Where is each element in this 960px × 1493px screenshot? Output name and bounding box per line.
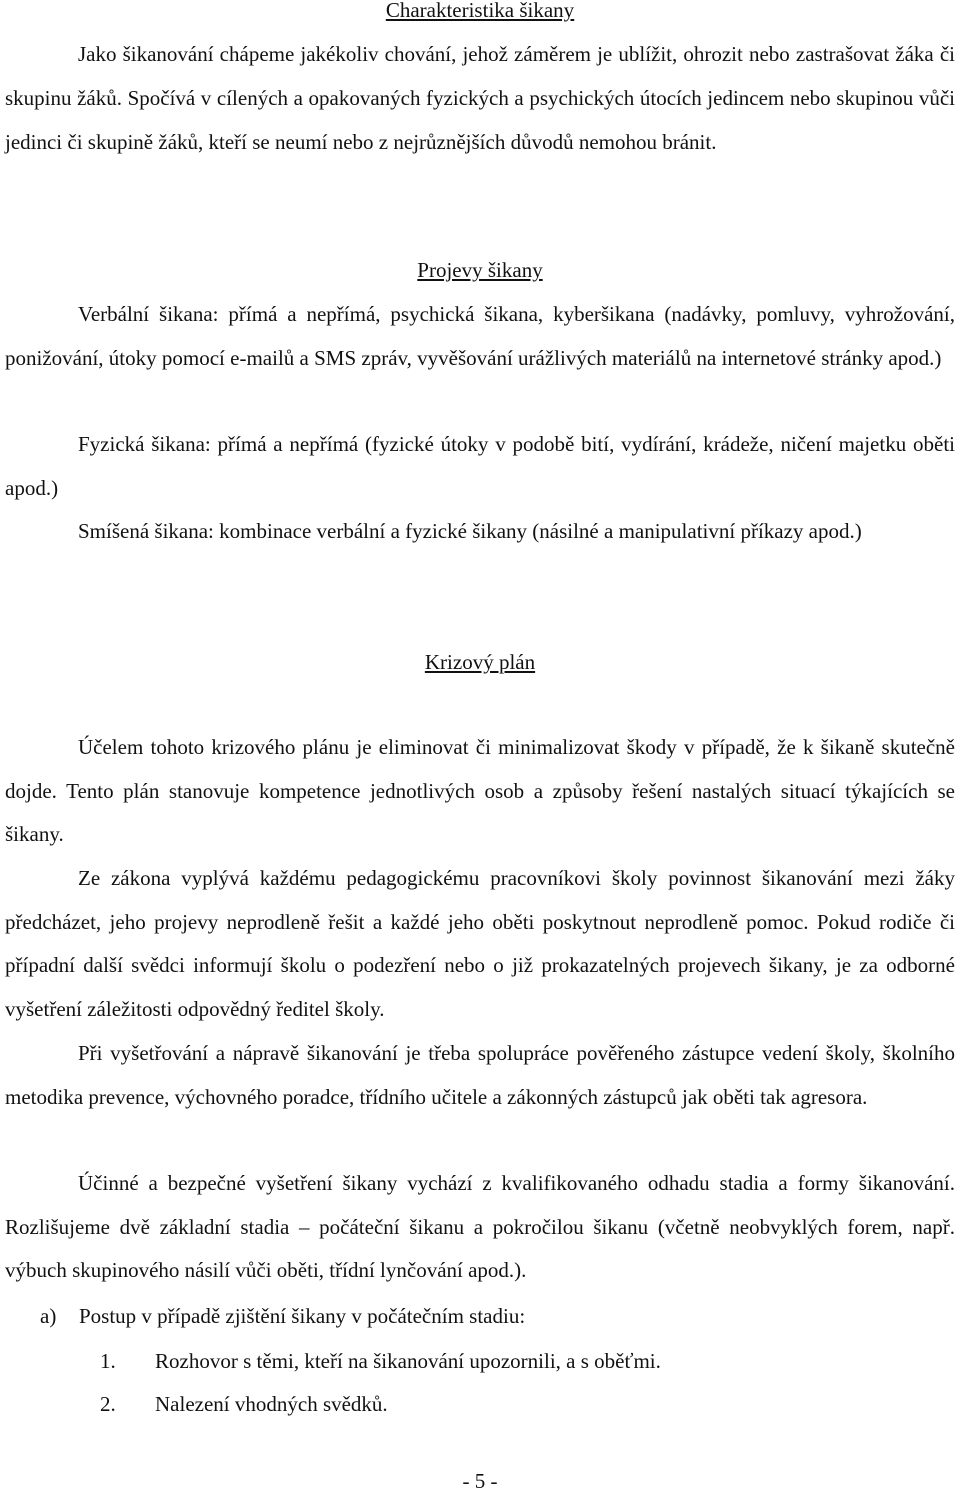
list-marker: 1. [100,1349,116,1373]
list-item-text: Postup v případě zjištění šikany v počátečním stadiu: [79,1304,526,1328]
paragraph-verbal: Verbální šikana: přímá a nepřímá, psychická šikana, kyberšikana (nadávky, pomluvy, vyhrožování, ponižování, útoky pomocí e-mailů a SMS zpráv, vyvěšování urážlivých materiálů na internetové stránky apod.) [5,302,955,370]
paragraph-law: Ze zákona vyplývá každému pedagogickému pracovníkovi školy povinnost šikanování mezi žáky předcházet, jeho projevy neprodleně řešit a každé jeho oběti poskytnout neprodleně pomoc. Pokud rodiče či případní další svědci informují školu o podezření nebo o již prokazatelných projevech šikany, je za odborné vyšetření záležitosti odpovědný ředitel školy. [5,866,955,1021]
paragraph-purpose: Účelem tohoto krizového plánu je eliminovat či minimalizovat škody v případě, že k šikaně skutečně dojde. Tento plán stanovuje kompetence jednotlivých osob a způsoby řešení nastalých situací týkajících se šikany. [5,735,955,846]
paragraph-definition: Jako šikanování chápeme jakékoliv chování, jehož záměrem je ublížit, ohrozit nebo zastrašovat žáka či skupinu žáků. Spočívá v cílených a opakovaných fyzických a psychických útocích jedincem nebo skupinou vůči jedinci či skupině žáků, kteří se neumí nebo z nejrůznějších důvodů nemohou bránit. [5,42,955,154]
list-marker: 2. [100,1392,116,1416]
page-number: - 5 - [462,1469,498,1493]
section-title-charakteristika: Charakteristika šikany [385,0,575,22]
paragraph-physical: Fyzická šikana: přímá a nepřímá (fyzické útoky v podobě bití, vydírání, krádeže, ničení majetku oběti apod.) [5,432,955,500]
paragraph-investigation: Účinné a bezpečné vyšetření šikany vychází z kvalifikovaného odhadu stadia a formy šikanování. Rozlišujeme dvě základní stadia – počáteční šikanu a pokročilou šikanu (včetně neobvyklých forem, např. výbuch skupinového násilí vůči oběti, třídní lynčování apod.). [5,1171,955,1282]
list-item-text: Rozhovor s těmi, kteří na šikanování upozornili, a s oběťmi. [155,1349,661,1373]
list-marker: a) [40,1304,57,1328]
section-title-krizovy-plan: Krizový plán [424,650,536,674]
paragraph-cooperation: Při vyšetřování a nápravě šikanování je třeba spolupráce pověřeného zástupce vedení školy, školního metodika prevence, výchovného poradce, třídního učitele a zákonných zástupců jak oběti tak agresora. [5,1041,955,1109]
paragraph-mixed: Smíšená šikana: kombinace verbální a fyzické šikany (násilné a manipulativní příkazy apod.) [78,519,862,543]
section-title-projevy: Projevy šikany [417,258,543,282]
list-item-text: Nalezení vhodných svědků. [155,1392,388,1416]
